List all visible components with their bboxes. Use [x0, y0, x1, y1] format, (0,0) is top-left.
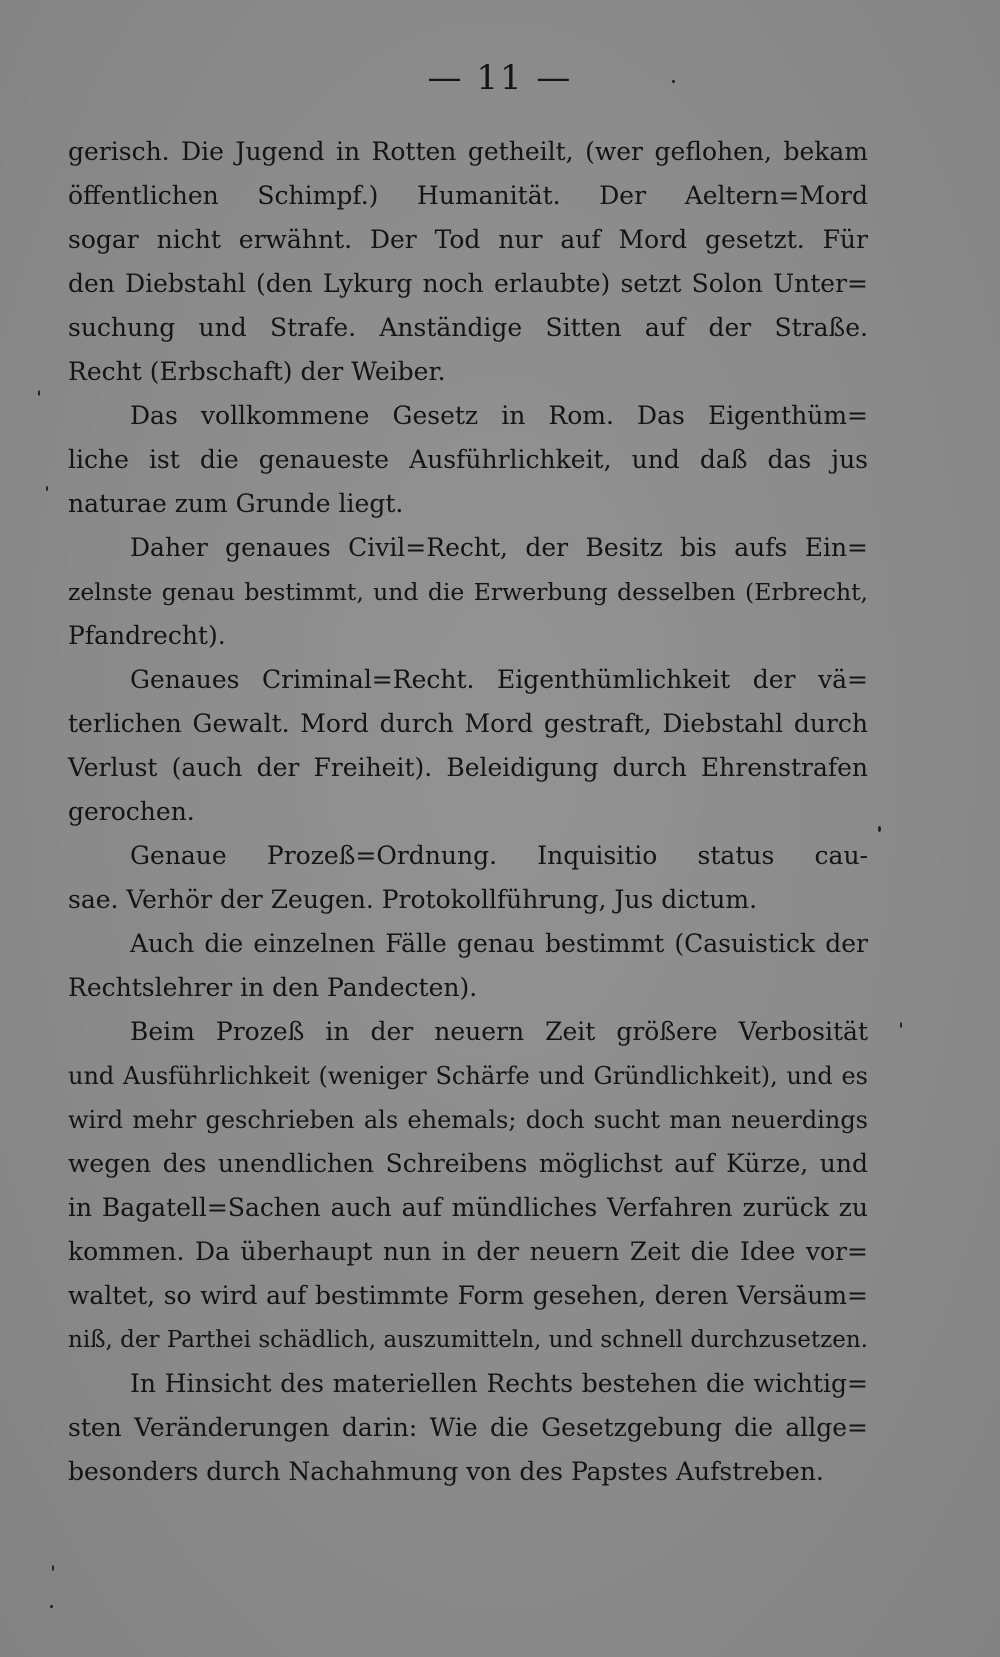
text-line: wegen des unendlichen Schreibens möglichst auf Kürze, und [68, 1149, 868, 1178]
text-line: Genaue Prozeß=Ordnung. Inquisitio status cau- [130, 841, 868, 870]
text-line: sten Veränderungen darin: Wie die Gesetzgebung die allge= [68, 1413, 868, 1442]
text-line: Verlust (auch der Freiheit). Beleidigung durch Ehrenstrafen [68, 753, 868, 782]
text-line: waltet, so wird auf bestimmte Form gesehen, deren Versäum= [68, 1281, 868, 1310]
text-line: zelnste genau bestimmt, und die Erwerbung desselben (Erbrecht, [68, 578, 868, 606]
text-line: In Hinsicht des materiellen Rechts bestehen die wichtig= [130, 1369, 868, 1398]
text-line: Beim Prozeß in der neuern Zeit größere Verbosität [130, 1017, 868, 1046]
text-line: sae. Verhör der Zeugen. Protokollführung, Jus dictum. [68, 885, 758, 914]
text-line: gerisch. Die Jugend in Rotten getheilt, (wer geflohen, bekam [68, 137, 868, 166]
print-speck [50, 1605, 53, 1608]
print-speck [52, 1565, 54, 1571]
text-line: kommen. Da überhaupt nun in der neuern Zeit die Idee vor= [68, 1237, 868, 1266]
text-line: suchung und Strafe. Anständige Sitten auf der Straße. [68, 313, 868, 342]
text-line: liche ist die genaueste Ausführlichkeit, und daß das jus [68, 445, 868, 474]
print-speck [46, 486, 48, 491]
text-line: wird mehr geschrieben als ehemals; doch sucht man neuerdings [68, 1106, 868, 1134]
text-line: terlichen Gewalt. Mord durch Mord gestraft, Diebstahl durch [68, 709, 868, 738]
print-speck [38, 390, 40, 396]
text-line: niß, der Parthei schädlich, auszumitteln, und schnell durchzusetzen. [68, 1327, 868, 1353]
print-speck [900, 1022, 902, 1028]
text-line: besonders durch Nachahmung von des Papstes Aufstreben. [68, 1457, 824, 1486]
text-line: den Diebstahl (den Lykurg noch erlaubte) setzt Solon Unter= [68, 269, 868, 298]
page-number: — 11 — [427, 58, 573, 98]
text-line: Rechtslehrer in den Pandecten). [68, 973, 478, 1002]
text-line: Daher genaues Civil=Recht, der Besitz bis aufs Ein= [130, 533, 868, 562]
text-line: öffentlichen Schimpf.) Humanität. Der Aeltern=Mord [68, 181, 868, 210]
text-line: naturae zum Grunde liegt. [68, 489, 404, 518]
text-line: Pfandrecht). [68, 621, 226, 650]
text-line: und Ausführlichkeit (weniger Schärfe und Gründlichkeit), und es [68, 1062, 868, 1090]
print-speck [878, 826, 881, 832]
text-line: gerochen. [68, 797, 195, 826]
body-text [68, 130, 868, 1494]
text-line: Das vollkommene Gesetz in Rom. Das Eigenthüm= [130, 401, 868, 430]
text-line: sogar nicht erwähnt. Der Tod nur auf Mord gesetzt. Für [68, 225, 868, 254]
print-speck [672, 80, 675, 83]
text-line: Genaues Criminal=Recht. Eigenthümlichkeit der vä= [130, 665, 868, 694]
text-line: Recht (Erbschaft) der Weiber. [68, 357, 446, 386]
text-line: in Bagatell=Sachen auch auf mündliches Verfahren zurück zu [68, 1193, 868, 1222]
text-line: Auch die einzelnen Fälle genau bestimmt (Casuistick der [130, 929, 868, 958]
